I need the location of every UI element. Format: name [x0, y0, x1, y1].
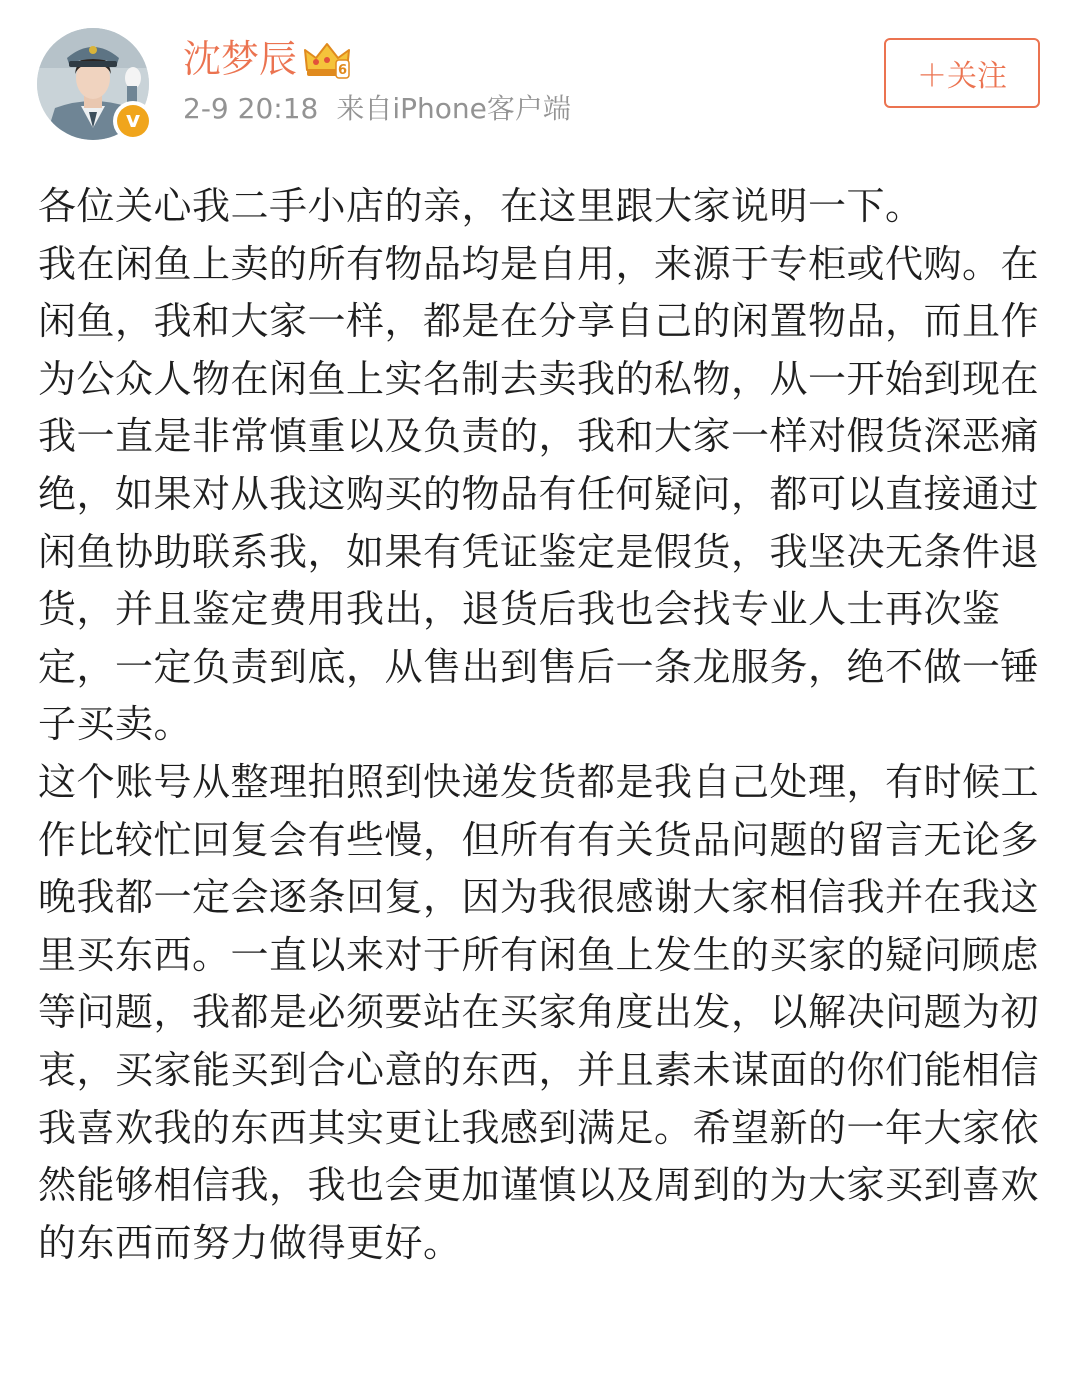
post-paragraph: 各位关心我二手小店的亲，在这里跟大家说明一下。	[38, 184, 924, 228]
username[interactable]: 沈梦辰	[183, 37, 298, 81]
verified-icon: v	[113, 101, 153, 141]
crown-vip-icon	[303, 40, 351, 80]
post-source[interactable]: 来自iPhone客户端	[336, 92, 571, 125]
post-meta	[183, 88, 571, 130]
post-body	[38, 178, 1042, 1272]
post-time: 2-9 20:18	[183, 92, 319, 125]
post-header	[0, 0, 1080, 160]
post-paragraph: 这个账号从整理拍照到快递发货都是我自己处理，有时候工作比较忙回复会有些慢，但所有有关货品问题的留言无论多晚我都一定会逐条回复，因为我很感谢大家相信我并在我这里买东西。一直以来对于所有闲鱼上发生的买家的疑问顾虑等问题，我都是必须要站在买家角度出发，以解决问题为初衷，买家能买到合心意的东西，并且素未谋面的你们能相信我喜欢我的东西其实更让我感到满足。希望新的一年大家依然能够相信我，我也会更加谨慎以及周到的为大家买到喜欢的东西而努力做得更好。	[38, 759, 1040, 1265]
follow-button[interactable]: ＋关注	[884, 38, 1040, 108]
post-paragraph: 我在闲鱼上卖的所有物品均是自用，来源于专柜或代购。在闲鱼，我和大家一样，都是在分享自己的闲置物品，而且作为公众人物在闲鱼上实名制去卖我的私物，从一开始到现在我一直是非常慎重以及负责的，我和大家一样对假货深恶痛绝，如果对从我这购买的物品有任何疑问，都可以直接通过闲鱼协助联系我，如果有凭证鉴定是假货，我坚决无条件退货，并且鉴定费用我出，退货后我也会找专业人士再次鉴定，一定负责到底，从售出到售后一条龙服务，绝不做一锤子买卖。	[38, 241, 1040, 747]
vip-level: 6	[337, 63, 348, 78]
